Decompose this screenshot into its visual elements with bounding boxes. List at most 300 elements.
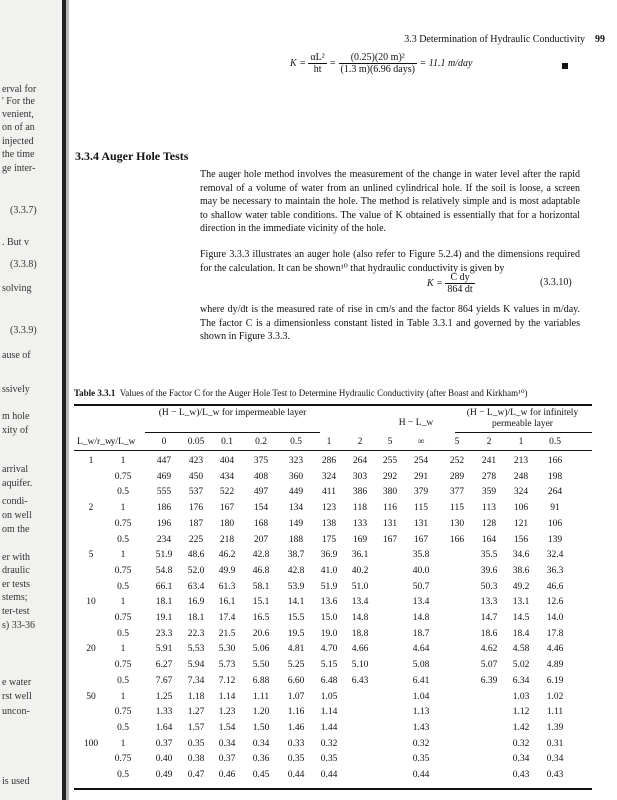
table-cell: 139 bbox=[547, 534, 563, 545]
table-cell: 423 bbox=[188, 456, 204, 466]
table-cell: 522 bbox=[219, 487, 235, 498]
table-cell: 58.1 bbox=[252, 581, 270, 592]
equation-number: (3.3.10) bbox=[540, 277, 572, 288]
left-margin-fragment: erval for bbox=[2, 84, 37, 95]
table-cell: 156 bbox=[513, 534, 529, 545]
eq1-fraction-2: $\frac{\text{(0.25)(20 m)²}}{\text{(1.3 m)(6.96 days)}}$ bbox=[340, 52, 415, 75]
table-cell: 6.27 bbox=[155, 660, 173, 671]
table-cell: 18.4 bbox=[512, 628, 530, 639]
left-margin-fragment: . But v bbox=[2, 237, 29, 248]
table-cell: 169 bbox=[352, 534, 368, 545]
table-cell: 130 bbox=[449, 518, 465, 529]
table-cell: 1.25 bbox=[155, 691, 173, 702]
table-cell: 225 bbox=[188, 534, 204, 545]
table-cell: 4.66 bbox=[351, 644, 369, 655]
table-cell: 131 bbox=[413, 518, 429, 529]
table-cell: 4.64 bbox=[412, 644, 430, 655]
column-header: 0.05 bbox=[187, 437, 205, 447]
table-cell: 6.60 bbox=[287, 675, 305, 686]
table-cell: 61.3 bbox=[218, 581, 236, 592]
table-cell: 1.44 bbox=[320, 722, 338, 733]
table-cell: 16.9 bbox=[187, 597, 205, 608]
table-cell: 7.34 bbox=[187, 675, 205, 686]
table-cell: 1.13 bbox=[412, 707, 430, 718]
table-cell: 377 bbox=[449, 487, 465, 498]
table-cell: 14.5 bbox=[512, 613, 530, 623]
table-cell: 0.75 bbox=[114, 471, 132, 482]
table-cell: 264 bbox=[352, 456, 368, 466]
table-cell: 123 bbox=[321, 503, 337, 514]
table-cell: 359 bbox=[481, 487, 497, 498]
left-margin-fragment: on of an bbox=[2, 122, 35, 133]
table-cell: 286 bbox=[321, 456, 337, 466]
table-cell: 0.5 bbox=[117, 770, 129, 780]
table-cell: 6.41 bbox=[412, 675, 430, 686]
column-header: 1 bbox=[518, 437, 524, 447]
table-cell: 5.10 bbox=[351, 660, 369, 671]
table-cell: 48.6 bbox=[187, 550, 205, 561]
table-cell: 20 bbox=[86, 644, 96, 655]
section-heading: 3.3.4 Auger Hole Tests bbox=[75, 149, 189, 163]
table-cell: 154 bbox=[253, 503, 269, 514]
table-caption: Table 3.3.1 Values of the Factor C for the Auger Hole Test to Determine Hydraulic Conductivity (after Boast and Kirkham¹⁰) bbox=[74, 388, 528, 398]
table-top-rule bbox=[74, 404, 592, 406]
table-cell: 18.8 bbox=[351, 628, 369, 639]
end-of-example-mark bbox=[562, 63, 568, 69]
column-header: 2 bbox=[357, 437, 363, 447]
table-cell: 0.75 bbox=[114, 754, 132, 765]
table-cell: 18.1 bbox=[155, 597, 173, 608]
table-cell: 449 bbox=[288, 487, 304, 498]
table-cell: 23.3 bbox=[155, 628, 173, 639]
table-cell: 121 bbox=[513, 518, 529, 529]
table-cell: 213 bbox=[513, 456, 529, 466]
table-cell: 50 bbox=[86, 691, 96, 702]
table-cell: 0.46 bbox=[218, 770, 236, 780]
table-cell: 0.32 bbox=[412, 738, 430, 749]
table-cell: 38.6 bbox=[512, 565, 530, 576]
table-cell: 1.12 bbox=[512, 707, 530, 718]
table-cell: 13.6 bbox=[320, 597, 338, 608]
table-cell: 0.43 bbox=[512, 770, 530, 780]
table-bottom-rule bbox=[74, 788, 592, 790]
table-cell: 19.1 bbox=[155, 613, 173, 623]
table-cell: 5.91 bbox=[155, 644, 173, 655]
table-cell: 91 bbox=[550, 503, 560, 514]
left-margin-fragment: solving bbox=[2, 283, 32, 294]
table-cell: 14.8 bbox=[412, 613, 430, 623]
paragraph-3: where dy/dt is the measured rate of rise in cm/s and the factor 864 yields K values in m/day. The factor C is a dimensionless constant listed in Table 3.3.1 and governed by the variables shown in Figure 3.3.3. bbox=[200, 304, 580, 343]
table-cell: 1.43 bbox=[412, 722, 430, 733]
table-cell: 4.46 bbox=[546, 644, 564, 655]
table-cell: 0.35 bbox=[320, 754, 338, 765]
table-cell: 138 bbox=[321, 518, 337, 529]
table-cell: 0.40 bbox=[155, 754, 173, 765]
table-cell: 0.34 bbox=[252, 738, 270, 749]
table-cell: 0.37 bbox=[155, 738, 173, 749]
table-cell: 6.88 bbox=[252, 675, 270, 686]
table-cell: 36.9 bbox=[320, 550, 338, 561]
table-cell: 324 bbox=[513, 487, 529, 498]
table-cell: 13.3 bbox=[480, 597, 498, 608]
table-cell: 18.1 bbox=[187, 613, 205, 623]
table-cell: 1 bbox=[120, 456, 126, 466]
table-cell: 408 bbox=[253, 471, 269, 482]
table-cell: 106 bbox=[547, 518, 563, 529]
left-margin-fragment: xity of bbox=[2, 425, 29, 436]
table-cell: 167 bbox=[413, 534, 429, 545]
table-cell: 49.2 bbox=[512, 581, 530, 592]
table-cell: 1.03 bbox=[512, 691, 530, 702]
table-cell: 16.1 bbox=[218, 597, 236, 608]
table-cell: 1 bbox=[120, 738, 126, 749]
table-cell: 41.0 bbox=[320, 565, 338, 576]
table-cell: 46.2 bbox=[218, 550, 236, 561]
table-cell: 404 bbox=[219, 456, 235, 466]
eq1-lhs: K = bbox=[290, 57, 306, 69]
table-cell: 5.53 bbox=[187, 644, 205, 655]
table-cell: 10 bbox=[86, 597, 96, 608]
table-cell: 255 bbox=[382, 456, 398, 466]
column-header: 0.5 bbox=[549, 437, 561, 447]
table-cell: 5.94 bbox=[187, 660, 205, 671]
table-cell: 46.8 bbox=[252, 565, 270, 576]
table-cell: 34.6 bbox=[512, 550, 530, 561]
table-cell: 1.04 bbox=[412, 691, 430, 702]
table-cell: 0.5 bbox=[117, 628, 129, 639]
column-header: 5 bbox=[387, 437, 393, 447]
table-cell: 1.57 bbox=[187, 722, 205, 733]
table-cell: 264 bbox=[547, 487, 563, 498]
table-cell: 1.33 bbox=[155, 707, 173, 718]
table-cell: 1.02 bbox=[546, 691, 564, 702]
left-margin-fragment: arrival bbox=[2, 464, 29, 475]
table-cell: 5.06 bbox=[252, 644, 270, 655]
table-cell: 13.4 bbox=[351, 597, 369, 608]
table-cell: 38.7 bbox=[287, 550, 305, 561]
table-cell: 32.4 bbox=[546, 550, 564, 561]
left-margin-fragment: e water bbox=[2, 677, 32, 688]
table-cell: 379 bbox=[413, 487, 429, 498]
table-cell: 5.02 bbox=[512, 660, 530, 671]
table-cell: 1.14 bbox=[218, 691, 236, 702]
table-cell: 106 bbox=[513, 503, 529, 514]
table-cell: 1.18 bbox=[187, 691, 205, 702]
table-cell: 116 bbox=[383, 503, 397, 514]
left-margin-fragment: injected bbox=[2, 136, 34, 147]
table-cell: 19.5 bbox=[287, 628, 305, 639]
table-cell: 113 bbox=[482, 503, 496, 514]
table-cell: 5.30 bbox=[218, 644, 236, 655]
left-margin-fragment: is used bbox=[2, 776, 30, 787]
table-cell: 469 bbox=[156, 471, 172, 482]
table-cell: 149 bbox=[288, 518, 304, 529]
column-header: 0.5 bbox=[290, 437, 302, 447]
table-cell: 5.73 bbox=[218, 660, 236, 671]
table-cell: 164 bbox=[481, 534, 497, 545]
table-cell: 186 bbox=[156, 503, 172, 514]
table-cell: 7.12 bbox=[218, 675, 236, 686]
table-cell: 187 bbox=[188, 518, 204, 529]
table-cell: 0.32 bbox=[512, 738, 530, 749]
table-cell: 49.9 bbox=[218, 565, 236, 576]
table-cell: 167 bbox=[382, 534, 398, 545]
table-cell: 0.5 bbox=[117, 675, 129, 686]
table-cell: 53.9 bbox=[287, 581, 305, 592]
column-header: 1 bbox=[326, 437, 332, 447]
table-cell: 0.37 bbox=[218, 754, 236, 765]
left-margin-fragment: (3.3.8) bbox=[10, 259, 37, 270]
table-cell: 6.48 bbox=[320, 675, 338, 686]
table-cell: 0.44 bbox=[412, 770, 430, 780]
column-header: 2 bbox=[486, 437, 492, 447]
table-cell: 1 bbox=[120, 503, 126, 514]
running-head bbox=[404, 34, 605, 45]
table-cell: 5.08 bbox=[412, 660, 430, 671]
left-margin-fragment: ge inter- bbox=[2, 163, 36, 174]
left-margin-fragment: ause of bbox=[2, 350, 31, 361]
table-cell: 18.7 bbox=[412, 628, 430, 639]
table-cell: 52.0 bbox=[187, 565, 205, 576]
table-cell: 1.05 bbox=[320, 691, 338, 702]
table-cell: 63.4 bbox=[187, 581, 205, 592]
table-cell: 241 bbox=[481, 456, 497, 466]
table-cell: 196 bbox=[156, 518, 172, 529]
table-cell: 380 bbox=[382, 487, 398, 498]
table-cell: 0.75 bbox=[114, 707, 132, 718]
equation-3-3-10: K = $\frac{\text{C dy}}{864 dt}$ bbox=[427, 272, 473, 295]
left-margin-fragment: aquifer. bbox=[2, 478, 33, 489]
table-cell: 1.07 bbox=[287, 691, 305, 702]
table-cell: 198 bbox=[547, 471, 563, 482]
table-cell: 497 bbox=[253, 487, 269, 498]
table-cell: 254 bbox=[413, 456, 429, 466]
table-cell: 1.39 bbox=[546, 722, 564, 733]
table-cell: 175 bbox=[321, 534, 337, 545]
column-header: ∞ bbox=[417, 437, 425, 447]
table-cell: 17.4 bbox=[218, 613, 236, 623]
table-cell: 252 bbox=[449, 456, 465, 466]
table-cell: 17.8 bbox=[546, 628, 564, 639]
table-cell: 450 bbox=[188, 471, 204, 482]
table-cell: 40.0 bbox=[412, 565, 430, 576]
table-cell: 4.81 bbox=[287, 644, 305, 655]
table-cell: 131 bbox=[382, 518, 398, 529]
table-cell: 20.6 bbox=[252, 628, 270, 639]
table-cell: 36.1 bbox=[351, 550, 369, 561]
table-cell: 1.54 bbox=[218, 722, 236, 733]
table-cell: 1.27 bbox=[187, 707, 205, 718]
table-cell: 278 bbox=[481, 471, 497, 482]
table-cell: 176 bbox=[188, 503, 204, 514]
table-cell: 21.5 bbox=[218, 628, 236, 639]
paragraph-1: The auger hole method involves the measurement of the change in water level after the rapid removal of a volume of water from an unlined cylindrical hole. If the soil is loose, a screen may be necessary to maintain the hole. The method is relatively simple and is most adaptable to shallow water table conditions. The value of K obtained is essentially that for a horizontal direction in the immediate vicinity of the hole. bbox=[200, 169, 580, 235]
table-cell: 18.6 bbox=[480, 628, 498, 639]
table-cell: 289 bbox=[449, 471, 465, 482]
table-cell: 51.9 bbox=[320, 581, 338, 592]
table-cell: 0.33 bbox=[287, 738, 305, 749]
table-cell: 4.70 bbox=[320, 644, 338, 655]
table-cell: 1.42 bbox=[512, 722, 530, 733]
column-header: y/L_w bbox=[110, 437, 136, 447]
table-cell: 5.25 bbox=[287, 660, 305, 671]
table-cell: 0.34 bbox=[546, 754, 564, 765]
table-cell: 5.50 bbox=[252, 660, 270, 671]
table-cell: 375 bbox=[253, 456, 269, 466]
table-cell: 35.5 bbox=[480, 550, 498, 561]
table-cell: 42.8 bbox=[252, 550, 270, 561]
table-cell: 0.75 bbox=[114, 613, 132, 623]
left-margin-fragment: s) 33-36 bbox=[2, 620, 36, 631]
table-cell: 188 bbox=[288, 534, 304, 545]
table-cell: 411 bbox=[322, 487, 336, 498]
table-cell: 434 bbox=[219, 471, 235, 482]
table-cell: 0.35 bbox=[287, 754, 305, 765]
table-cell: 133 bbox=[352, 518, 368, 529]
table-cell: 1.14 bbox=[320, 707, 338, 718]
table-cell: 0.5 bbox=[117, 534, 129, 545]
table-cell: 0.49 bbox=[155, 770, 173, 780]
book-spine-gradient bbox=[66, 0, 69, 800]
table-cell: 13.4 bbox=[412, 597, 430, 608]
table-cell: 0.45 bbox=[252, 770, 270, 780]
table-cell: 66.1 bbox=[155, 581, 173, 592]
table-cell: 51.9 bbox=[155, 550, 173, 561]
table-cell: 1.64 bbox=[155, 722, 173, 733]
table-cell: 218 bbox=[219, 534, 235, 545]
table-header-rule bbox=[74, 450, 592, 451]
page-number: 99 bbox=[595, 34, 605, 45]
table-cell: 0.38 bbox=[187, 754, 205, 765]
table-cell: 51.0 bbox=[351, 581, 369, 592]
left-margin-fragment: uncon- bbox=[2, 706, 30, 717]
table-cell: 0.35 bbox=[187, 738, 205, 749]
table-cell: 0.36 bbox=[252, 754, 270, 765]
group-h-lw: H − L_w bbox=[398, 418, 434, 428]
table-cell: 118 bbox=[353, 503, 367, 514]
group-rule-right bbox=[455, 432, 592, 433]
table-cell: 1.46 bbox=[287, 722, 305, 733]
table-cell: 100 bbox=[83, 738, 99, 749]
table-cell: 180 bbox=[219, 518, 235, 529]
column-header: L_w/r_w bbox=[77, 437, 112, 447]
table-cell: 0.34 bbox=[218, 738, 236, 749]
table-cell: 15.1 bbox=[252, 597, 270, 608]
table-cell: 360 bbox=[288, 471, 304, 482]
left-margin-fragment: venient, bbox=[2, 109, 34, 120]
group-permeable: (H − L_w)/L_w for infinitely permeable layer bbox=[466, 408, 579, 429]
table-cell: 14.1 bbox=[287, 597, 305, 608]
table-cell: 0.5 bbox=[117, 581, 129, 592]
table-cell: 323 bbox=[288, 456, 304, 466]
table-cell: 0.47 bbox=[187, 770, 205, 780]
table-cell: 0.34 bbox=[512, 754, 530, 765]
table-cell: 291 bbox=[413, 471, 429, 482]
table-cell: 22.3 bbox=[187, 628, 205, 639]
table-cell: 1.50 bbox=[252, 722, 270, 733]
running-head-title: 3.3 Determination of Hydraulic Conductivity bbox=[404, 34, 585, 45]
table-cell: 7.67 bbox=[155, 675, 173, 686]
table-cell: 14.8 bbox=[351, 613, 369, 623]
table-cell: 1 bbox=[120, 691, 126, 702]
table-cell: 5 bbox=[88, 550, 94, 561]
table-cell: 6.39 bbox=[480, 675, 498, 686]
table-cell: 447 bbox=[156, 456, 172, 466]
table-cell: 15.0 bbox=[320, 613, 338, 623]
left-margin-fragment: om the bbox=[2, 524, 30, 535]
table-cell: 0.44 bbox=[320, 770, 338, 780]
table-cell: 50.3 bbox=[480, 581, 498, 592]
table-cell: 13.1 bbox=[512, 597, 530, 608]
table-cell: 0.75 bbox=[114, 565, 132, 576]
left-margin-fragment: ter-test bbox=[2, 606, 30, 617]
table-cell: 14.0 bbox=[546, 613, 564, 623]
column-header: 5 bbox=[454, 437, 460, 447]
column-header: 0 bbox=[161, 437, 167, 447]
table-cell: 1 bbox=[88, 456, 94, 466]
table-cell: 303 bbox=[352, 471, 368, 482]
table-cell: 134 bbox=[288, 503, 304, 514]
table-cell: 4.89 bbox=[546, 660, 564, 671]
left-margin-fragment: the time bbox=[2, 149, 35, 160]
table-cell: 35.8 bbox=[412, 550, 430, 561]
table-cell: 5.07 bbox=[480, 660, 498, 671]
table-cell: 19.0 bbox=[320, 628, 338, 639]
table-cell: 128 bbox=[481, 518, 497, 529]
table-cell: 6.19 bbox=[546, 675, 564, 686]
table-cell: 0.75 bbox=[114, 518, 132, 529]
table-cell: 1.11 bbox=[252, 691, 270, 702]
table-cell: 234 bbox=[156, 534, 172, 545]
table-cell: 167 bbox=[219, 503, 235, 514]
left-margin-fragment: on well bbox=[2, 510, 32, 521]
table-cell: 4.62 bbox=[480, 644, 498, 655]
table-cell: 42.8 bbox=[287, 565, 305, 576]
table-cell: 115 bbox=[450, 503, 464, 514]
table-cell: 12.6 bbox=[546, 597, 564, 608]
table-cell: 16.5 bbox=[252, 613, 270, 623]
table-cell: 248 bbox=[513, 471, 529, 482]
table-cell: 0.31 bbox=[546, 738, 564, 749]
table-cell: 46.6 bbox=[546, 581, 564, 592]
table-cell: 168 bbox=[253, 518, 269, 529]
table-cell: 50.7 bbox=[412, 581, 430, 592]
table-cell: 1.20 bbox=[252, 707, 270, 718]
table-cell: 0.44 bbox=[287, 770, 305, 780]
eq1-fraction-1: $\frac{\text{αL²}}{ht}$ bbox=[310, 52, 325, 75]
table-cell: 1.16 bbox=[287, 707, 305, 718]
table-cell: 324 bbox=[321, 471, 337, 482]
table-cell: 54.8 bbox=[155, 565, 173, 576]
table-cell: 292 bbox=[382, 471, 398, 482]
table-cell: 386 bbox=[352, 487, 368, 498]
table-cell: 0.32 bbox=[320, 738, 338, 749]
table-cell: 537 bbox=[188, 487, 204, 498]
table-cell: 39.6 bbox=[480, 565, 498, 576]
left-margin-fragment: ' For the bbox=[2, 96, 35, 107]
left-margin-fragment: m hole bbox=[2, 411, 30, 422]
table-cell: 15.5 bbox=[287, 613, 305, 623]
left-margin-fragment: er tests bbox=[2, 579, 31, 590]
table-cell: 6.34 bbox=[512, 675, 530, 686]
paragraph-2: Figure 3.3.3 illustrates an auger hole (also refer to Figure 5.2.4) and the dimensions required for the calculation. It can be shown¹⁰ that hydraulic conductivity is given by bbox=[200, 249, 580, 274]
left-margin-fragment: rst well bbox=[2, 691, 32, 702]
table-cell: 1 bbox=[120, 644, 126, 655]
column-header: 0.1 bbox=[221, 437, 233, 447]
left-margin-fragment: condi- bbox=[2, 496, 28, 507]
table-cell: 1.23 bbox=[218, 707, 236, 718]
group-rule-left bbox=[145, 432, 320, 433]
